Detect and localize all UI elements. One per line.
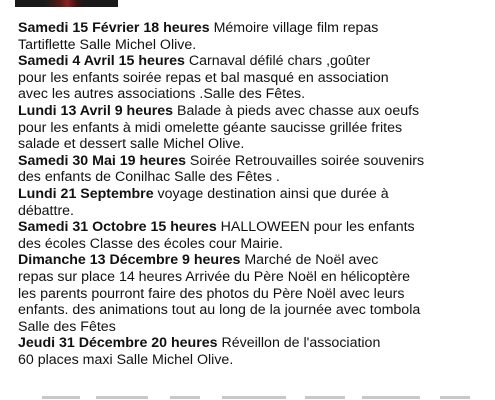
bottom-cropped-text-strip — [0, 394, 495, 400]
event-item — [18, 153, 490, 186]
event-description: HALLOWEEN pour les enfants des écoles Classe des écoles cour Mairie. — [18, 219, 415, 252]
event-description: Balade à pieds avec chasse aux oeufs pour les enfants à midi omelette géante saucisse grillée frites salade et dessert salle Michel Olive. — [18, 102, 420, 153]
event-item — [18, 53, 490, 103]
event-description: Soirée Retrouvailles soirée souvenirs des enfants de Conilhac Salle des Fêtes . — [18, 152, 425, 186]
photo-glow — [45, 0, 85, 7]
top-photo-fragment — [15, 0, 118, 7]
event-list — [18, 20, 490, 368]
event-date: Samedi 4 Avril 15 heures — [18, 53, 185, 70]
event-description: Marché de Noël avec repas sur place 14 heures Arrivée du Père Noël en hélicoptère les parents pourront faire des photos du Père Noël avec leurs enfants. des animations tout au long de la journée avec tombola Salle des Fêtes — [18, 252, 421, 335]
event-item — [18, 20, 490, 53]
event-description: Réveillon de l'association 60 places maxi Salle Michel Olive. — [18, 335, 381, 368]
event-item — [18, 335, 490, 368]
event-date: Samedi 31 Octobre 15 heures — [18, 219, 217, 236]
event-item — [18, 186, 490, 219]
event-date: Samedi 15 Février 18 heures — [18, 20, 210, 36]
event-description: Carnaval défilé chars ,goûter pour les enfants soirée repas et bal masqué en association avec les autres associations .Salle des Fêtes. — [18, 53, 389, 103]
event-date: Dimanche 13 Décembre 9 heures — [18, 252, 241, 269]
event-date: Lundi 21 Septembre — [18, 185, 154, 202]
event-date: Lundi 13 Avril 9 heures — [18, 102, 174, 119]
event-date: Samedi 30 Mai 19 heures — [18, 152, 186, 169]
event-description: Mémoire village film repas Tartiflette Salle Michel Olive. — [18, 20, 379, 53]
event-item — [18, 219, 490, 252]
event-description: voyage destination ainsi que durée à débattre. — [18, 185, 389, 219]
event-item — [18, 103, 490, 153]
event-item — [18, 252, 490, 335]
event-date: Jeudi 31 Décembre 20 heures — [18, 335, 218, 352]
